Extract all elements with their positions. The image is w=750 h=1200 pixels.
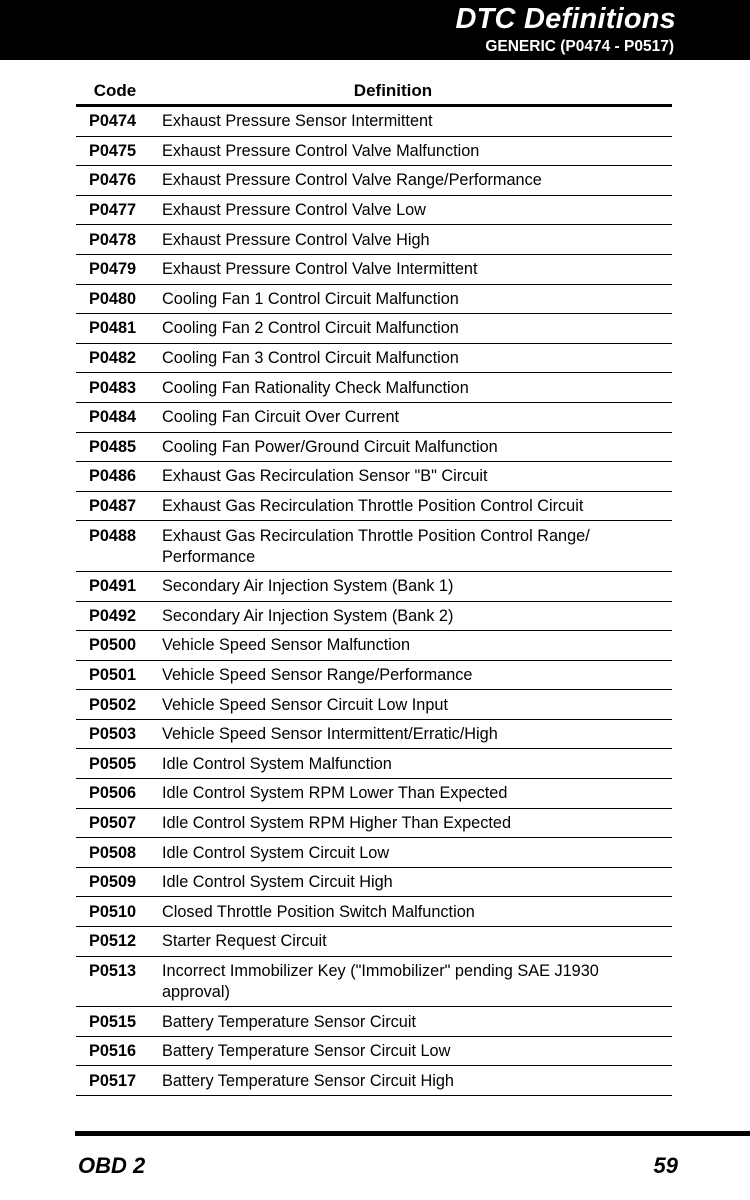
table-row <box>76 749 672 779</box>
dtc-definition: Exhaust Gas Recirculation Throttle Position Control Circuit <box>162 497 584 516</box>
dtc-code: P0500 <box>89 636 137 655</box>
table-row <box>76 838 672 868</box>
dtc-definition: Cooling Fan 2 Control Circuit Malfunction <box>162 319 459 338</box>
column-header-code: Code <box>93 81 137 100</box>
dtc-definition: Cooling Fan Rationality Check Malfunction <box>162 378 469 397</box>
dtc-code: P0477 <box>89 201 137 220</box>
dtc-definition: Battery Temperature Sensor Circuit High <box>162 1071 454 1090</box>
dtc-definition: Exhaust Pressure Control Valve Intermittent <box>162 260 478 279</box>
dtc-definition: Incorrect Immobilizer Key ("Immobilizer" pending SAE J1930 approval) <box>162 961 599 1001</box>
dtc-code: P0513 <box>89 961 137 980</box>
dtc-code: P0501 <box>89 665 137 684</box>
dtc-definition: Exhaust Pressure Sensor Intermittent <box>162 112 433 131</box>
table-row <box>76 107 672 137</box>
dtc-definition: Vehicle Speed Sensor Range/Performance <box>162 665 473 684</box>
dtc-code: P0492 <box>89 606 137 625</box>
dtc-definition: Exhaust Gas Recirculation Throttle Position Control Range/ Performance <box>162 526 590 566</box>
dtc-definition: Vehicle Speed Sensor Circuit Low Input <box>162 695 448 714</box>
table-row <box>76 285 672 315</box>
table-row <box>76 1066 672 1096</box>
table-row <box>76 521 672 572</box>
table-row <box>76 137 672 167</box>
table-row <box>76 720 672 750</box>
dtc-table <box>76 78 672 1096</box>
dtc-definition: Exhaust Pressure Control Valve Malfunction <box>162 141 480 160</box>
dtc-definition: Cooling Fan Circuit Over Current <box>162 408 400 427</box>
dtc-code: P0480 <box>89 289 137 308</box>
dtc-definition: Vehicle Speed Sensor Malfunction <box>162 636 410 655</box>
table-row <box>76 661 672 691</box>
dtc-definition: Cooling Fan 1 Control Circuit Malfunction <box>162 289 459 308</box>
dtc-definition: Closed Throttle Position Switch Malfunction <box>162 902 475 921</box>
dtc-code: P0507 <box>89 813 137 832</box>
table-row <box>76 314 672 344</box>
dtc-code: P0479 <box>89 260 137 279</box>
dtc-code: P0484 <box>89 408 137 427</box>
table-row <box>76 373 672 403</box>
dtc-definition: Secondary Air Injection System (Bank 2) <box>162 606 454 625</box>
table-row <box>76 1037 672 1067</box>
dtc-code: P0503 <box>89 725 137 744</box>
table-body <box>76 107 672 1096</box>
dtc-code: P0487 <box>89 497 137 516</box>
dtc-definition: Exhaust Pressure Control Valve Low <box>162 201 426 220</box>
dtc-code: P0515 <box>89 1012 137 1031</box>
dtc-code: P0476 <box>89 171 137 190</box>
page-subtitle: GENERIC (P0474 - P0517) <box>485 38 674 55</box>
dtc-definition: Exhaust Gas Recirculation Sensor "B" Circuit <box>162 467 488 486</box>
dtc-code: P0506 <box>89 784 137 803</box>
page-number: 59 <box>653 1153 678 1178</box>
dtc-definition: Idle Control System RPM Higher Than Expected <box>162 813 511 832</box>
column-header-definition: Definition <box>353 81 433 100</box>
table-row <box>76 344 672 374</box>
table-row <box>76 433 672 463</box>
table-header <box>76 78 672 107</box>
table-row <box>76 403 672 433</box>
dtc-definition: Secondary Air Injection System (Bank 1) <box>162 577 454 596</box>
table-row <box>76 690 672 720</box>
dtc-code: P0491 <box>89 577 137 596</box>
table-row <box>76 897 672 927</box>
table-row <box>76 602 672 632</box>
footer-title: OBD 2 <box>78 1153 146 1178</box>
dtc-code: P0508 <box>89 843 137 862</box>
dtc-definition: Cooling Fan 3 Control Circuit Malfunction <box>162 349 459 368</box>
dtc-definition: Idle Control System Circuit Low <box>162 843 390 862</box>
table-row <box>76 196 672 226</box>
page-title: DTC Definitions <box>455 3 676 35</box>
dtc-code: P0482 <box>89 349 137 368</box>
dtc-code: P0505 <box>89 754 137 773</box>
table-row <box>76 255 672 285</box>
header-bar <box>0 0 750 60</box>
dtc-code: P0481 <box>89 319 137 338</box>
table-row <box>76 631 672 661</box>
dtc-definition: Cooling Fan Power/Ground Circuit Malfunction <box>162 437 498 456</box>
table-row <box>76 809 672 839</box>
table-row <box>76 927 672 957</box>
dtc-definition: Idle Control System RPM Lower Than Expected <box>162 784 508 803</box>
dtc-definition: Starter Request Circuit <box>162 932 327 951</box>
dtc-code: P0483 <box>89 378 137 397</box>
table-row <box>76 1007 672 1037</box>
table-row <box>76 166 672 196</box>
table-row <box>76 957 672 1008</box>
dtc-definition: Idle Control System Malfunction <box>162 754 392 773</box>
dtc-code: P0517 <box>89 1071 137 1090</box>
dtc-definition: Exhaust Pressure Control Valve Range/Performance <box>162 171 542 190</box>
dtc-code: P0486 <box>89 467 137 486</box>
dtc-code: P0510 <box>89 902 137 921</box>
dtc-code: P0512 <box>89 932 137 951</box>
dtc-code: P0485 <box>89 437 137 456</box>
dtc-code: P0509 <box>89 873 137 892</box>
dtc-code: P0475 <box>89 141 137 160</box>
dtc-definition: Battery Temperature Sensor Circuit <box>162 1012 416 1031</box>
dtc-definition: Idle Control System Circuit High <box>162 873 393 892</box>
dtc-definition: Exhaust Pressure Control Valve High <box>162 230 430 249</box>
dtc-code: P0502 <box>89 695 137 714</box>
dtc-code: P0478 <box>89 230 137 249</box>
table-row <box>76 492 672 522</box>
table-row <box>76 868 672 898</box>
table-row <box>76 225 672 255</box>
footer-divider <box>75 1131 750 1136</box>
table-row <box>76 572 672 602</box>
dtc-definition: Vehicle Speed Sensor Intermittent/Erratic/High <box>162 725 498 744</box>
dtc-definition: Battery Temperature Sensor Circuit Low <box>162 1042 451 1061</box>
dtc-code: P0516 <box>89 1042 137 1061</box>
dtc-code: P0488 <box>89 526 137 545</box>
table-row <box>76 779 672 809</box>
table-row <box>76 462 672 492</box>
dtc-code: P0474 <box>89 112 137 131</box>
